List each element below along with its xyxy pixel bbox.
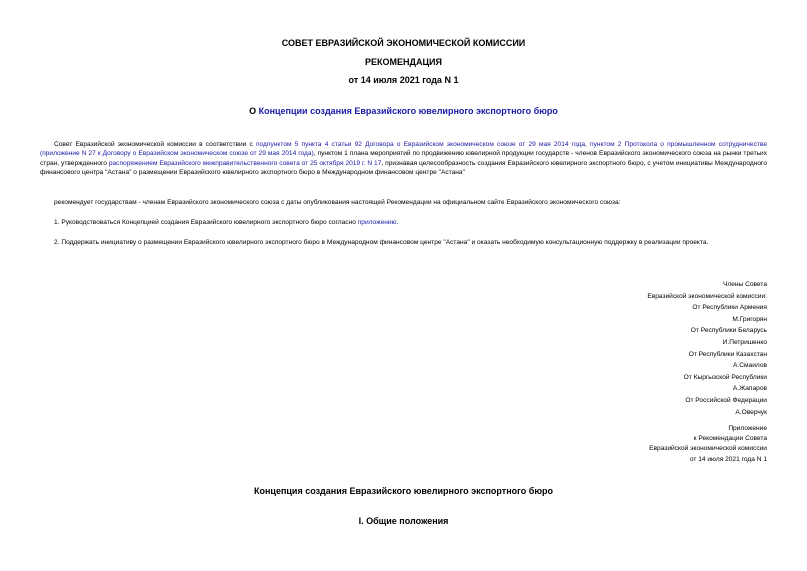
signatures-block	[507, 279, 767, 418]
protocol-link[interactable]: пунктом 2 Протокола о промышленном сотрудничестве (приложение N 27 к Договору о Евразийском экономическом союзе от 29 мая 2014 года)	[40, 141, 767, 158]
signature-line: А.Смаилов	[733, 362, 767, 370]
appendix-line: от 14 июля 2021 года N 1	[689, 455, 767, 463]
subject-prefix: О	[249, 106, 259, 116]
signature-line: Члены Совета	[722, 281, 767, 288]
appendix-line: Приложение	[728, 425, 767, 432]
signature-line: От Республики Армения	[692, 304, 767, 312]
signature-line: И.Петришенко	[722, 338, 767, 346]
preamble-text-3: , пунктом 1 плана мероприятий по продвижению ювелирной продукции государств - членов Евразийского экономического союза на рынки третьих стран, утвержденного	[40, 150, 768, 167]
document-subject	[0, 106, 807, 117]
section-heading: I. Общие положения	[358, 516, 449, 526]
signature-line: От Республики Беларусь	[690, 327, 767, 335]
preamble-text-1: Совет Евразийской экономической комиссии в соответствии с	[54, 141, 256, 148]
item-1	[54, 218, 774, 227]
appendix-line: к Рекомендации Совета	[693, 435, 767, 443]
signature-line: От Республики Казахстан	[688, 350, 767, 358]
document-date: от 14 июля 2021 года N 1	[348, 75, 459, 85]
appendix-line: Евразийской экономической комиссии	[649, 445, 767, 453]
signature-line: От Кыргызской Республики	[683, 373, 767, 381]
item-2: 2. Поддержать инициативу о размещении Евразийского ювелирного экспортного бюро в Международном финансовом центре "Астана" и оказать необходимую консультационную поддержку в реализации проекта.	[54, 239, 709, 246]
signature-line: А.Оверчук	[735, 408, 767, 416]
order-link[interactable]: распоряжением Евразийского межправительственного совета от 25 октября 2019 г. N 17	[108, 159, 382, 167]
signature-line: От Российской Федерации	[685, 396, 767, 404]
signature-line: М.Григорян	[732, 315, 767, 323]
council-heading: СОВЕТ ЕВРАЗИЙСКОЙ ЭКОНОМИЧЕСКОЙ КОМИССИИ	[281, 38, 526, 48]
item-1-end: .	[396, 219, 399, 226]
treaty-article-link[interactable]: подпунктом 5 пункта 4 статьи 92 Договора о Евразийском экономическом союзе от 29 мая 2014 года	[255, 141, 585, 148]
signature-line: А.Жапаров	[732, 385, 767, 393]
item-1-text: 1. Руководствоваться Концепцией создания Евразийского ювелирного экспортного бюро согласно	[54, 219, 358, 226]
preamble-paragraph	[40, 140, 767, 178]
preamble-text-2: ,	[585, 141, 590, 148]
appendix-link[interactable]: приложению	[357, 219, 397, 226]
appendix-title: Концепция создания Евразийского ювелирного экспортного бюро	[253, 486, 554, 496]
appendix-header	[507, 424, 767, 465]
preamble-text-4: , признавая целесообразность создания Евразийского ювелирного экспортного бюро, с учетом инициативы Международного финансового центра "Астана" о размещении Евразийского ювелирного экспортного бюро в Международном финансовом центре "Астана"	[40, 159, 767, 177]
recommends-line: рекомендует государствам - членам Евразийского экономического союза с даты опубликования настоящей Рекомендации на официальном сайте Евразийского экономического союза:	[54, 199, 621, 206]
subject-link[interactable]: Концепции создания Евразийского ювелирного экспортного бюро	[258, 106, 558, 116]
signature-line: Евразийской экономической комиссии:	[647, 292, 767, 300]
document-type: РЕКОМЕНДАЦИЯ	[365, 57, 442, 67]
